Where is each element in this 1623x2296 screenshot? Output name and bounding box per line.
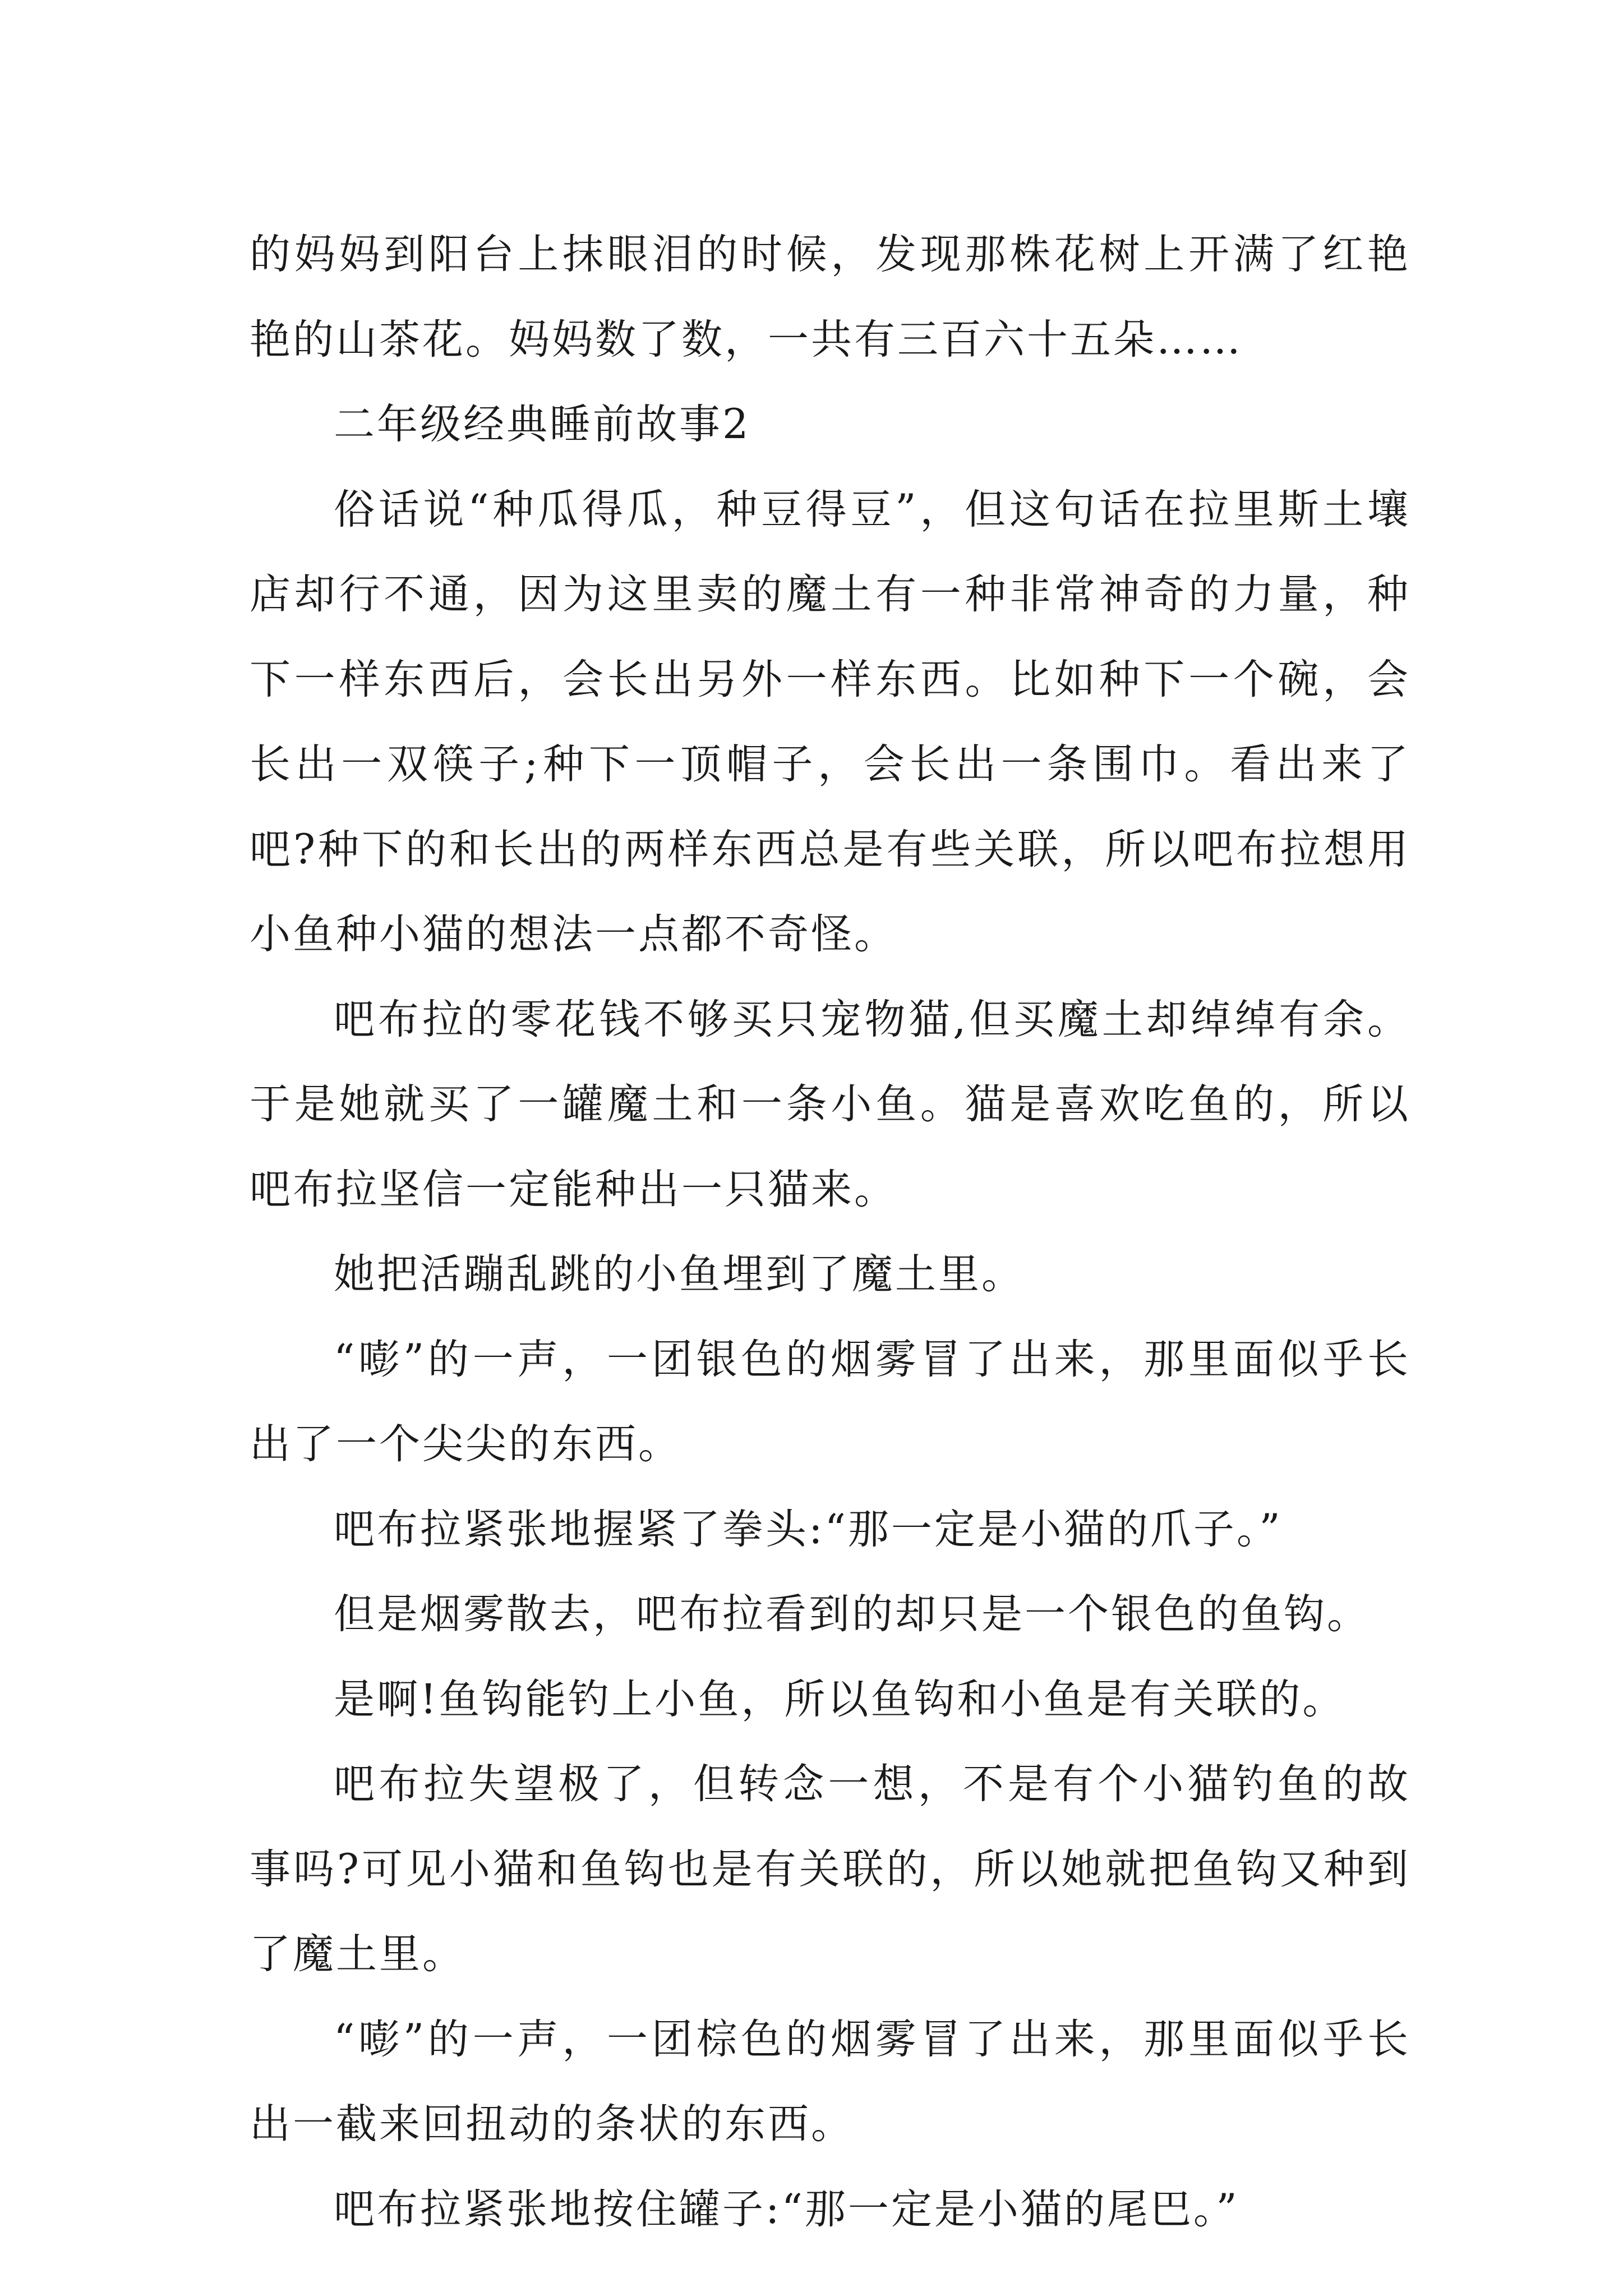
paragraph: 但是烟雾散去，吧布拉看到的却只是一个银色的鱼钩。 <box>334 1590 1370 1638</box>
paragraph: 是啊!鱼钩能钓上小鱼，所以鱼钩和小鱼是有关联的。 <box>334 1675 1346 1723</box>
paragraph: 她把活蹦乱跳的小鱼埋到了魔土里。 <box>334 1250 1025 1298</box>
paragraph: 吧布拉紧张地握紧了拳头:“那一定是小猫的爪子。” <box>334 1505 1283 1553</box>
document-body <box>250 212 1410 2252</box>
paragraph: 吧布拉紧张地按住罐子:“那一定是小猫的尾巴。” <box>334 2185 1239 2233</box>
paragraph: 吧布拉的零花钱不够买只宠物猫,但买魔土却绰绰有余。于是她就买了一罐魔土和一条小鱼。猫是喜欢吃鱼的，所以吧布拉坚信一定能种出一只猫来。 <box>250 995 1410 1213</box>
paragraph-continued: 的妈妈到阳台上抹眼泪的时候，发现那株花树上开满了红艳艳的山茶花。妈妈数了数，一共有三百六十五朵…… <box>250 231 1410 364</box>
paragraph: “嘭”的一声，一团棕色的烟雾冒了出来，那里面似乎长出一截来回扭动的条状的东西。 <box>250 2015 1410 2148</box>
paragraph: “嘭”的一声，一团银色的烟雾冒了出来，那里面似乎长出了一个尖尖的东西。 <box>250 1335 1410 1468</box>
section-title: 二年级经典睡前故事2 <box>334 401 751 448</box>
paragraph: 俗话说“种瓜得瓜，种豆得豆”，但这句话在拉里斯土壤店却行不通，因为这里卖的魔土有一种非常神奇的力量，种下一样东西后，会长出另外一样东西。比如种下一个碗，会长出一双筷子;种下一顶帽子，会长出一条围巾。看出来了吧?种下的和长出的两样东西总是有些关联，所以吧布拉想用小鱼种小猫的想法一点都不奇怪。 <box>250 485 1410 958</box>
paragraph: 吧布拉失望极了，但转念一想，不是有个小猫钓鱼的故事吗?可见小猫和鱼钩也是有关联的，所以她就把鱼钩又种到了魔土里。 <box>250 1760 1410 1978</box>
